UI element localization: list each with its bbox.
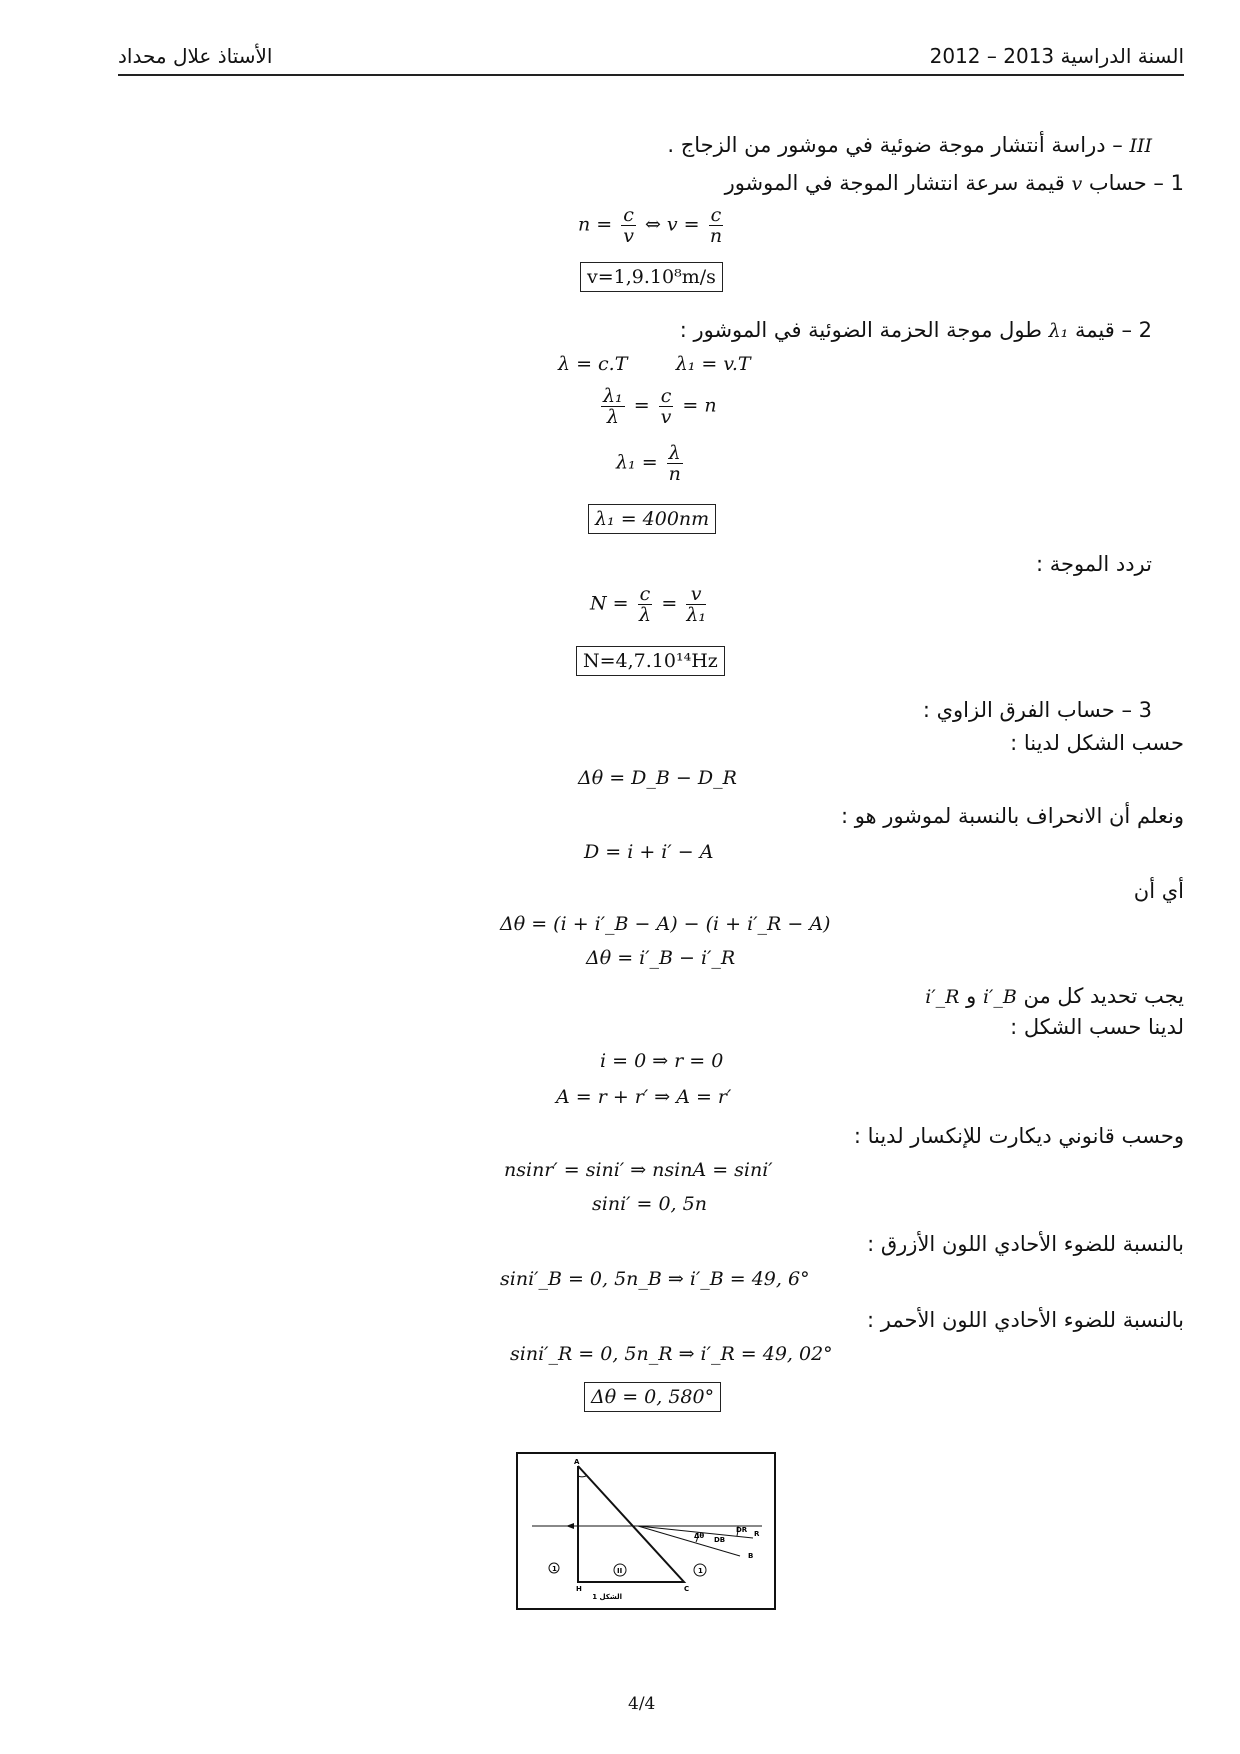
q1-title-suffix: قيمة سرعة انتشار الموجة في الموشور (724, 171, 1072, 195)
q2-title (680, 318, 1152, 342)
q3-eq9: sini′_B = 0, 5n_B ⇒ i′_B = 49, 6° (500, 1268, 810, 1290)
q2-title-suffix: طول موجة الحزمة الضوئية في الموشور : (679, 318, 1049, 342)
label-DR: DR (736, 1526, 748, 1534)
prism-triangle (578, 1466, 684, 1582)
prism-figure (516, 1452, 776, 1610)
q3-eq3: Δθ = (i + i′_B − A) − (i + i′_R − A) (500, 913, 831, 935)
q3-line4-mid: و (959, 984, 983, 1008)
q2-title-var: λ₁ (1048, 320, 1069, 342)
q3-line1: حسب الشكل لدينا : (1010, 731, 1184, 755)
q3-line5: لدينا حسب الشكل : (1010, 1015, 1184, 1039)
q1-title-prefix: 1 – حساب (1082, 171, 1184, 195)
q2-frac5-den: λ₁ (686, 604, 706, 626)
q1-frac2 (709, 205, 724, 246)
q2-frac2 (659, 386, 674, 427)
incident-arrow (566, 1523, 574, 1529)
region-3-label: 1 (698, 1567, 703, 1575)
q2-eq1: λ = c.T λ₁ = v.T (558, 353, 751, 375)
q3-line3: أي أن (1133, 879, 1184, 903)
q2-eq4-lhs: N = (590, 592, 629, 615)
q2-eq2-mid: = (633, 394, 650, 417)
q1-result: v=1,9.10⁸m/s (580, 262, 723, 292)
label-B: B (748, 1552, 754, 1560)
q1-frac1-den: v (623, 225, 634, 247)
q2-frac5 (686, 584, 706, 625)
q2-frac1-den: λ (606, 406, 619, 428)
q3-result: Δθ = 0, 580° (584, 1382, 721, 1412)
q3-line2: ونعلم أن الانحراف بالنسبة لموشور هو : (840, 804, 1184, 828)
q2-eq3 (616, 443, 686, 484)
page-number: 4/4 (628, 1694, 656, 1714)
q3-line6: وحسب قانوني ديكارت للإنكسار لدينا : (853, 1124, 1184, 1148)
q2-eq4-mid: = (661, 592, 678, 615)
label-A: A (574, 1458, 580, 1466)
q3-eq1: Δθ = D_B − D_R (578, 767, 737, 789)
q1-title (725, 171, 1184, 195)
q3-eq6: A = r + r′ ⇒ A = r′ (556, 1086, 732, 1108)
q3-line4-var1: i′_B (982, 986, 1017, 1008)
section-title-text: – دراسة أنتشار موجة ضوئية في موشور من الزجاج . (667, 133, 1123, 157)
q2-title-prefix: 2 – قيمة (1068, 318, 1152, 342)
q3-line4-var2: i′_R (925, 986, 960, 1008)
label-R: R (754, 1530, 760, 1538)
q2-frac4 (638, 584, 653, 625)
q2-frac4-den: λ (638, 604, 651, 626)
q1-title-var: v (1071, 173, 1083, 195)
q2-eq2 (598, 386, 717, 427)
q2-frac3 (667, 443, 683, 484)
q2-freq-title: تردد الموجة : (1035, 552, 1152, 576)
q3-eq5: i = 0 ⇒ r = 0 (600, 1050, 724, 1072)
region-1-label: 1 (552, 1565, 557, 1573)
q2-frac2-den: v (660, 406, 672, 428)
q2-frac1-num: λ₁ (603, 385, 623, 407)
q3-eq7: nsinr′ = sini′ ⇒ nsinA = sini′ (504, 1159, 773, 1181)
q1-eq-lhs: n = (578, 213, 613, 236)
q2-result: λ₁ = 400nm (588, 504, 716, 534)
label-DB: DB (714, 1536, 726, 1544)
q3-eq10: sini′_R = 0, 5n_R ⇒ i′_R = 49, 02° (510, 1343, 833, 1365)
q1-frac2-den: n (709, 225, 723, 247)
q3-eq8: sini′ = 0, 5n (592, 1193, 707, 1215)
q3-line8: بالنسبة للضوء الأحادي اللون الأحمر : (867, 1308, 1184, 1332)
region-2-label: II (617, 1567, 623, 1575)
label-H: H (576, 1585, 582, 1593)
section-number: III (1129, 135, 1152, 157)
q1-equation (578, 205, 726, 246)
label-C: C (684, 1585, 690, 1593)
header-author: الأستاذ علال محداد (118, 44, 273, 68)
q3-line7: بالنسبة للضوء الأحادي اللون الأزرق : (867, 1232, 1184, 1256)
q2-eq2-end: = n (682, 394, 717, 417)
q3-eq4: Δθ = i′_B − i′_R (586, 947, 736, 969)
q1-frac1 (621, 205, 636, 246)
q1-eq-mid: ⇔ v = (644, 213, 700, 236)
q2-frac1 (601, 386, 625, 427)
q2-frac3-num: λ (668, 442, 681, 464)
q3-line4-prefix: يجب تحديد كل من (1016, 984, 1184, 1008)
q2-frac3-den: n (668, 463, 681, 485)
label-dtheta: Δθ (694, 1532, 705, 1540)
header-year: السنة الدراسية 2013 – 2012 (929, 44, 1184, 68)
apex-angle-arc (578, 1476, 586, 1477)
q2-frac2-num: c (660, 385, 672, 407)
q2-frac5-num: v (686, 584, 706, 605)
header-rule (118, 74, 1184, 76)
q1-frac2-num: c (710, 204, 722, 226)
q3-title: 3 – حساب الفرق الزاوي : (922, 698, 1152, 722)
q1-frac1-num: c (623, 204, 634, 226)
figure-caption: الشكل 1 (592, 1593, 622, 1601)
q3-line4 (925, 984, 1184, 1008)
q2-frac4-num: c (639, 583, 651, 605)
q2-eq4 (590, 584, 709, 625)
section-title (667, 133, 1152, 157)
q2-result2: N=4,7.10¹⁴Hz (576, 646, 725, 676)
q3-eq2: D = i + i′ − A (584, 841, 714, 863)
prism-diagram (518, 1454, 774, 1608)
q2-eq3-lhs: λ₁ = (616, 451, 658, 474)
